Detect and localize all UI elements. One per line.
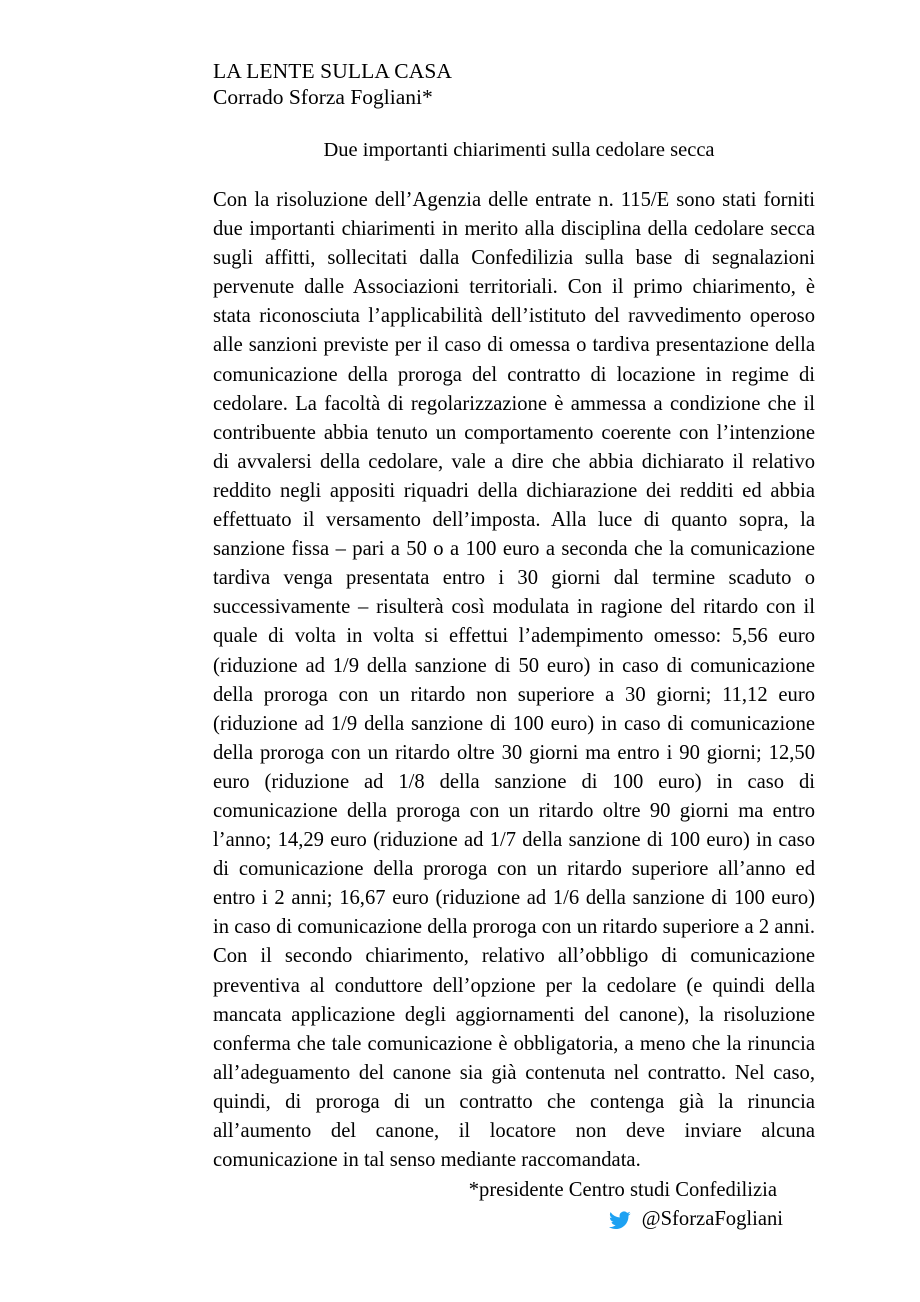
article-subtitle: Due importanti chiarimenti sulla cedolare secca bbox=[323, 139, 715, 161]
column-masthead-title: LA LENTE SULLA CASA bbox=[213, 59, 452, 83]
twitter-handle-line bbox=[213, 1205, 815, 1234]
twitter-bird-icon bbox=[609, 1211, 631, 1230]
author-byline: Corrado Sforza Fogliani* bbox=[213, 85, 433, 109]
document-content bbox=[213, 58, 815, 1234]
author-credit-line: *presidente Centro studi Confedilizia bbox=[468, 1179, 777, 1202]
twitter-handle-text: @SforzaFogliani bbox=[641, 1208, 783, 1231]
article-body bbox=[213, 186, 815, 1175]
body-paragraph: Con la risoluzione dell’Agenzia delle entrate n. 115/E sono stati forniti due importanti chiarimenti in merito alla disciplina della cedolare secca sugli affitti, sollecitati dalla Confedilizia sulla base di segnalazioni pervenute dalle Associazioni territoriali. Con il primo chiarimento, è stata riconosciuta l’applicabilità dell’istituto del ravvedimento operoso alle sanzioni previste per il caso di omessa o tardiva presentazione della comunicazione della proroga del contratto di locazione in regime di cedolare. La facoltà di regolarizzazione è ammessa a condizione che il contribuente abbia tenuto un comportamento coerente con l’intenzione di avvalersi della cedolare, vale a dire che abbia dichiarato il relativo reddito negli appositi riquadri della dichiarazione dei redditi ed abbia effettuato il versamento dell’imposta. Alla luce di quanto sopra, la sanzione fissa – pari a 50 o a 100 euro a seconda che la comunicazione tardiva venga presentata entro i 30 giorni dal termine scaduto o successivamente – risulterà così modulata in ragione del ritardo con il quale di volta in volta si effettui l’adempimento omesso: 5,56 euro (riduzione ad 1/9 della sanzione di 50 euro) in caso di comunicazione della proroga con un ritardo non superiore a 30 giorni; 11,12 euro (riduzione ad 1/9 della sanzione di 100 euro) in caso di comunicazione della proroga con un ritardo oltre 30 giorni ma entro i 90 giorni; 12,50 euro (riduzione ad 1/8 della sanzione di 100 euro) in caso di comunicazione della proroga con un ritardo oltre 90 giorni ma entro l’anno; 14,29 euro (riduzione ad 1/7 della sanzione di 100 euro) in caso di comunicazione della proroga con un ritardo superiore all’anno ed entro i 2 anni; 16,67 euro (riduzione ad 1/6 della sanzione di 100 euro) in caso di comunicazione della proroga con un ritardo superiore a 2 anni. Con il secondo chiarimento, relativo all’obbligo di comunicazione preventiva al conduttore dell’opzione per la cedolare (e quindi della mancata applicazione degli aggiornamenti del canone), la risoluzione conferma che tale comunicazione è obbligatoria, a meno che la rinuncia all’adeguamento del canone sia già contenuta nel contratto. Nel caso, quindi, di proroga di un contratto che contenga già la rinuncia all’aumento del canone, il locatore non deve inviare alcuna comunicazione in tal senso mediante raccomandata. bbox=[213, 189, 815, 1172]
